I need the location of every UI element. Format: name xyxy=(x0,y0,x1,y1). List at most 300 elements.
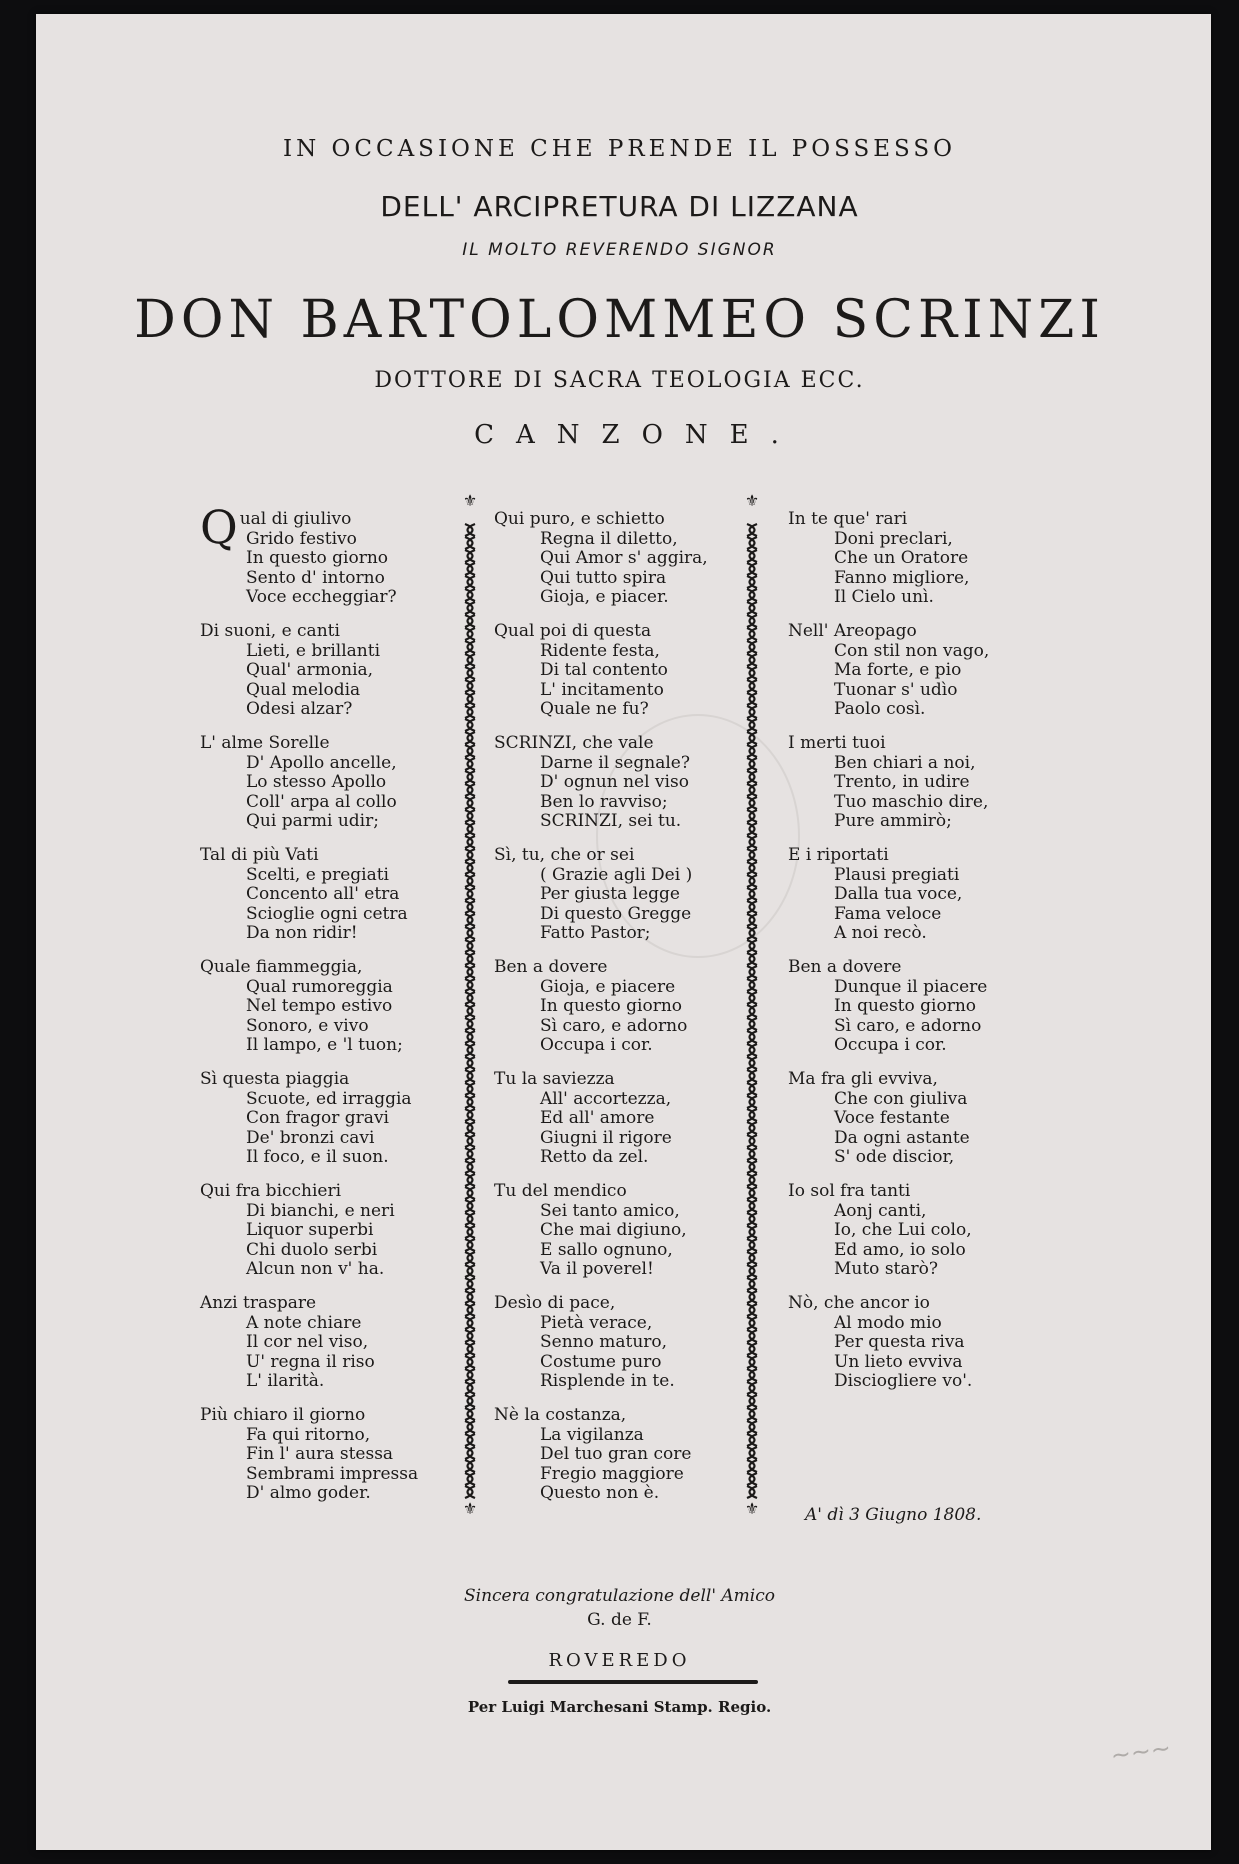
vine-link xyxy=(465,1031,475,1043)
verse-line: Qui parmi udir; xyxy=(246,811,379,831)
verse-line: D' ognun nel viso xyxy=(540,772,689,792)
vine-link xyxy=(747,693,757,705)
stanza xyxy=(788,734,1038,846)
printer-line: Per Luigi Marchesani Stamp. Regio. xyxy=(467,1698,772,1716)
verse-line: Pietà verace, xyxy=(540,1312,653,1333)
stanza xyxy=(200,500,450,622)
verse-line: Sì, tu, che or sei xyxy=(494,845,635,865)
vine-link xyxy=(465,1447,475,1459)
vine-link xyxy=(747,1447,757,1459)
vine-link xyxy=(465,953,475,965)
vine-link xyxy=(465,641,475,653)
vine-link xyxy=(465,1330,475,1342)
vine-ornament-left xyxy=(459,490,481,1520)
vine-link xyxy=(747,823,757,835)
stanza xyxy=(494,958,744,1070)
vine-link xyxy=(747,1330,757,1342)
vine-link xyxy=(747,1304,757,1316)
stanza xyxy=(788,622,1038,734)
verse-line: In questo giorno xyxy=(540,996,683,1016)
fleuron-icon: ⚜ xyxy=(744,1499,760,1518)
heading-archpriesthood: DELL' ARCIPRETURA DI LIZZANA xyxy=(380,190,859,223)
stanza xyxy=(788,1294,1038,1406)
verse-line: Fregio maggiore xyxy=(540,1463,684,1484)
verse-line: In te que' rari xyxy=(788,509,908,529)
vine-link xyxy=(747,706,757,718)
vine-link xyxy=(747,1148,757,1160)
verse-line: Con fragor gravi xyxy=(246,1108,389,1128)
stanza xyxy=(788,958,1038,1070)
vine-link xyxy=(465,1057,475,1069)
verse-line: Per giusta legge xyxy=(540,884,680,904)
verse-line: Di tal contento xyxy=(540,660,668,680)
vine-link xyxy=(747,771,757,783)
heading-occasion: IN OCCASIONE CHE PRENDE IL POSSESSO xyxy=(283,136,956,162)
vine-link xyxy=(747,550,757,562)
verse-line: Occupa i cor. xyxy=(540,1035,653,1055)
verse-line: Per questa riva xyxy=(834,1332,965,1352)
verse-line: Muto starò? xyxy=(834,1259,938,1279)
vine-link xyxy=(465,732,475,744)
stanza xyxy=(200,1070,450,1182)
vine-link xyxy=(747,1291,757,1303)
fleuron-icon: ⚜ xyxy=(744,491,760,510)
verse-line: Questo non è. xyxy=(540,1483,660,1503)
vine-link xyxy=(747,1174,757,1186)
vine-link xyxy=(465,1395,475,1407)
vine-link xyxy=(747,992,757,1004)
vine-link xyxy=(747,1226,757,1238)
vine-link xyxy=(747,1382,757,1394)
verse-line: Tu del mendico xyxy=(494,1181,627,1201)
vine-link xyxy=(747,1252,757,1264)
vine-link xyxy=(747,1200,757,1212)
stanza xyxy=(200,1294,450,1406)
verse-line: Che mai digiuno, xyxy=(540,1220,687,1240)
vine-link xyxy=(747,1005,757,1017)
vine-link xyxy=(465,836,475,848)
verse-line: Nel tempo estivo xyxy=(246,996,393,1016)
verse-line: Scuote, ed irraggia xyxy=(246,1088,412,1109)
verse-line: Liquor superbi xyxy=(246,1220,374,1240)
verse-line: Qui tutto spira xyxy=(540,567,667,588)
vine-link xyxy=(465,1161,475,1173)
vine-link xyxy=(747,979,757,991)
vine-link xyxy=(465,1486,475,1498)
verse-line: Dalla tua voce, xyxy=(834,884,963,904)
verse-line: In questo giorno xyxy=(834,996,977,1016)
verse-line: Tu la saviezza xyxy=(494,1069,615,1089)
verse-line: Nell' Areopago xyxy=(788,621,917,641)
vine-link xyxy=(747,1395,757,1407)
vine-ornament-right xyxy=(741,490,763,1520)
vine-link xyxy=(465,589,475,601)
vine-link xyxy=(465,1252,475,1264)
vine-link xyxy=(747,875,757,887)
verse-line: E sallo ognuno, xyxy=(540,1239,673,1260)
verse-line: In questo giorno xyxy=(246,548,389,568)
vine-link xyxy=(747,797,757,809)
vine-link xyxy=(465,1135,475,1147)
vine-link xyxy=(747,836,757,848)
vine-link xyxy=(465,979,475,991)
stanza xyxy=(200,846,450,958)
vine-link xyxy=(747,1187,757,1199)
verse-line: Occupa i cor. xyxy=(834,1035,947,1055)
verse-line: Trento, in udire xyxy=(834,772,970,792)
vine-link xyxy=(465,1421,475,1433)
verse-line: Nò, che ancor io xyxy=(788,1293,930,1313)
verse-line: Tal di più Vati xyxy=(200,845,319,865)
verse-line: La vigilanza xyxy=(540,1424,644,1445)
vine-link xyxy=(465,1369,475,1381)
vine-link xyxy=(465,1044,475,1056)
verse-line: Fatto Pastor; xyxy=(540,923,651,943)
vine-link xyxy=(465,524,475,536)
vine-link xyxy=(465,797,475,809)
stanza xyxy=(494,510,744,622)
stanza xyxy=(494,1182,744,1294)
vine-link xyxy=(747,849,757,861)
vine-link xyxy=(747,966,757,978)
verse-line: D' almo goder. xyxy=(246,1483,371,1503)
vine-link xyxy=(465,628,475,640)
verse-line: Grido festivo xyxy=(246,528,357,549)
vine-link xyxy=(747,641,757,653)
verse-line: Quale ne fu? xyxy=(540,699,649,719)
fleuron-icon: ⚜ xyxy=(462,1499,478,1518)
vine-link xyxy=(747,1057,757,1069)
vine-link xyxy=(747,1018,757,1030)
vine-link xyxy=(465,1343,475,1355)
stanza xyxy=(494,846,744,958)
vine-link xyxy=(747,1031,757,1043)
vine-link xyxy=(465,1122,475,1134)
verse-line: Con stil non vago, xyxy=(834,640,990,661)
verse-line: Quale fiammeggia, xyxy=(200,957,363,977)
vine-link xyxy=(747,1083,757,1095)
verse-line: Voce eccheggiar? xyxy=(246,587,397,607)
verse-line: Sento d' intorno xyxy=(246,567,385,588)
verse-line: Ed amo, io solo xyxy=(834,1239,966,1260)
vine-link xyxy=(465,537,475,549)
verse-line: Retto da zel. xyxy=(540,1147,649,1167)
verse-line: A noi recò. xyxy=(834,923,927,943)
verse-line: Anzi traspare xyxy=(200,1293,317,1313)
verse-line: Sì questa piaggia xyxy=(200,1069,350,1089)
verse-line: A note chiare xyxy=(246,1312,362,1333)
vine-link xyxy=(465,1213,475,1225)
verse-line: Scioglie ogni cetra xyxy=(246,903,408,924)
vine-link xyxy=(465,849,475,861)
verse-line: Più chiaro il giorno xyxy=(200,1405,366,1425)
verse-line: Sì caro, e adorno xyxy=(540,1015,688,1036)
vine-link xyxy=(465,693,475,705)
verse-line: Gioja, e piacer. xyxy=(540,587,669,607)
verse-line: ( Grazie agli Dei ) xyxy=(540,864,693,885)
verse-line: Concento all' etra xyxy=(246,884,400,904)
verse-line: L' incitamento xyxy=(540,679,664,700)
vine-link xyxy=(465,1187,475,1199)
verse-line: Qual melodia xyxy=(246,679,361,700)
vine-link xyxy=(747,1044,757,1056)
vine-link xyxy=(747,745,757,757)
verse-line: Ma forte, e pio xyxy=(834,660,962,680)
verse-line: Darne il segnale? xyxy=(540,752,690,773)
verse-line: Di suoni, e canti xyxy=(200,621,340,641)
date-line: A' dì 3 Giugno 1808. xyxy=(805,1505,982,1525)
vine-link xyxy=(747,1278,757,1290)
vine-link xyxy=(747,784,757,796)
vine-link xyxy=(465,563,475,575)
vine-link xyxy=(465,654,475,666)
vine-link xyxy=(747,927,757,939)
vine-link xyxy=(465,602,475,614)
vine-link xyxy=(465,1278,475,1290)
vine-link xyxy=(747,940,757,952)
vine-link xyxy=(747,563,757,575)
author-initials: G. de F. xyxy=(587,1610,652,1630)
heading-reverend: IL MOLTO REVERENDO SIGNOR xyxy=(462,240,777,260)
vine-link xyxy=(747,758,757,770)
vine-link xyxy=(747,589,757,601)
verse-line: Tuo maschio dire, xyxy=(834,791,989,812)
vine-link xyxy=(747,914,757,926)
verse-line: Va il poverel! xyxy=(540,1259,654,1279)
verse-line: Aonj canti, xyxy=(834,1200,927,1221)
vine-link xyxy=(465,1096,475,1108)
verse-line: All' accortezza, xyxy=(540,1088,672,1109)
verse-line: Ma fra gli evviva, xyxy=(788,1069,938,1089)
divider-rule xyxy=(508,1680,758,1684)
stanza xyxy=(200,958,450,1070)
vine-link xyxy=(465,888,475,900)
vine-link xyxy=(465,550,475,562)
stanza xyxy=(494,1070,744,1182)
vine-link xyxy=(747,680,757,692)
vine-link xyxy=(465,1005,475,1017)
vine-link xyxy=(465,940,475,952)
verse-line-rest: ual di giulivo xyxy=(239,509,352,529)
vine-link xyxy=(747,1109,757,1121)
vine-link xyxy=(747,1343,757,1355)
vine-link xyxy=(747,524,757,536)
vine-link xyxy=(747,1317,757,1329)
vine-link xyxy=(747,576,757,588)
heading-title: DOTTORE DI SACRA TEOLOGIA ECC. xyxy=(374,368,865,393)
vine-link xyxy=(465,1291,475,1303)
verse-line: Sonoro, e vivo xyxy=(246,1015,369,1036)
vine-link xyxy=(747,901,757,913)
place-name: ROVEREDO xyxy=(548,1650,691,1671)
verse-line: I merti tuoi xyxy=(788,733,886,753)
stanza xyxy=(788,846,1038,958)
vine-link xyxy=(465,1265,475,1277)
verse-line: Coll' arpa al collo xyxy=(246,791,397,812)
poem-column-1 xyxy=(200,500,450,1518)
vine-link xyxy=(747,1356,757,1368)
verse-line: Un lieto evviva xyxy=(834,1351,963,1372)
verse-line: Ben lo ravviso; xyxy=(540,791,668,812)
vine-link xyxy=(747,1122,757,1134)
vine-link xyxy=(465,706,475,718)
vine-link xyxy=(747,1460,757,1472)
vine-link xyxy=(747,953,757,965)
vine-link xyxy=(465,810,475,822)
vine-link xyxy=(465,784,475,796)
verse-line: Qui Amor s' aggira, xyxy=(540,548,708,568)
vine-link xyxy=(747,628,757,640)
verse-line: Lo stesso Apollo xyxy=(246,772,387,792)
poem-column-2 xyxy=(494,510,744,1518)
verse-line: Scelti, e pregiati xyxy=(246,864,389,885)
verse-line: Di bianchi, e neri xyxy=(246,1200,395,1221)
stanza xyxy=(788,1070,1038,1182)
vine-link xyxy=(747,1434,757,1446)
vine-link xyxy=(747,1369,757,1381)
verse-line: Gioja, e piacere xyxy=(540,976,676,997)
verse-line: Lieti, e brillanti xyxy=(246,640,380,661)
verse-line: Il cor nel viso, xyxy=(246,1332,369,1352)
verse-line: D' Apollo ancelle, xyxy=(246,752,397,773)
verse-line: Ben a dovere xyxy=(788,957,902,977)
verse-line: Il Cielo unì. xyxy=(834,587,934,607)
vine-link xyxy=(465,719,475,731)
vine-link xyxy=(465,966,475,978)
verse-line: Io sol fra tanti xyxy=(788,1181,911,1201)
verse-line: Ben chiari a noi, xyxy=(834,752,976,773)
vine-link xyxy=(747,667,757,679)
vine-link xyxy=(465,875,475,887)
stanza xyxy=(494,622,744,734)
vine-link xyxy=(465,1226,475,1238)
verse-line: Ed all' amore xyxy=(540,1108,655,1128)
vine-link xyxy=(465,862,475,874)
verse-line: Fanno migliore, xyxy=(834,567,970,588)
vine-link xyxy=(747,1421,757,1433)
vine-link xyxy=(465,1083,475,1095)
vine-link xyxy=(747,1070,757,1082)
stanza xyxy=(788,1182,1038,1294)
verse-line: Fama veloce xyxy=(834,903,942,924)
vine-link xyxy=(465,901,475,913)
verse-line: Qui puro, e schietto xyxy=(494,509,665,529)
verse-line: Qui fra bicchieri xyxy=(200,1181,342,1201)
pencil-mark: ~~~ xyxy=(1108,1733,1173,1770)
vine-link xyxy=(465,823,475,835)
vine-link xyxy=(465,1408,475,1420)
verse-line: Costume puro xyxy=(540,1351,662,1372)
verse-line: Ben a dovere xyxy=(494,957,608,977)
verse-line: Io, che Lui colo, xyxy=(834,1220,972,1240)
verse-line: Voce festante xyxy=(834,1108,950,1128)
vine-link xyxy=(465,1148,475,1160)
vine-link xyxy=(465,1473,475,1485)
stanza xyxy=(494,1294,744,1406)
vine-link xyxy=(747,1408,757,1420)
verse-line: Il lampo, e 'l tuon; xyxy=(246,1035,403,1055)
verse-line: Da ogni astante xyxy=(834,1127,970,1148)
verse-line: Doni preclari, xyxy=(834,528,953,549)
vine-link xyxy=(465,1018,475,1030)
vine-link xyxy=(465,1382,475,1394)
vine-link xyxy=(747,1096,757,1108)
verse-line: Del tuo gran core xyxy=(540,1444,692,1464)
stanza xyxy=(494,734,744,846)
verse-line: SCRINZI, sei tu. xyxy=(540,811,682,831)
drop-cap: Q xyxy=(200,500,238,554)
vine-link xyxy=(747,862,757,874)
verse-line: Plausi pregiati xyxy=(834,864,960,885)
stanza xyxy=(200,734,450,846)
verse-line: Qual' armonia, xyxy=(246,660,374,680)
vine-link xyxy=(465,771,475,783)
verse-line: Di questo Gregge xyxy=(540,903,692,924)
vine-link xyxy=(747,719,757,731)
heading-name: DON BARTOLOMMEO SCRINZI xyxy=(134,290,1105,350)
vine-link xyxy=(465,927,475,939)
vine-link xyxy=(747,1161,757,1173)
vine-link xyxy=(465,667,475,679)
stanza xyxy=(788,510,1038,622)
vine-link xyxy=(747,602,757,614)
verse-line: Al modo mio xyxy=(834,1312,942,1333)
verse-line: Sembrami impressa xyxy=(246,1463,419,1484)
verse-line: Qual rumoreggia xyxy=(246,976,393,997)
vine-link xyxy=(465,992,475,1004)
verse-line: Risplende in te. xyxy=(540,1371,675,1391)
vine-link xyxy=(747,654,757,666)
verse-line: Chi duolo serbi xyxy=(246,1239,378,1260)
verse-line: Paolo così. xyxy=(834,699,926,719)
vine-link xyxy=(465,1200,475,1212)
vine-link xyxy=(465,615,475,627)
vine-link xyxy=(747,732,757,744)
verse-line: Regna il diletto, xyxy=(540,528,678,549)
verse-line: Che un Oratore xyxy=(834,548,969,568)
dedication: Sincera congratulazione dell' Amico xyxy=(463,1586,775,1606)
verse-line: E i riportati xyxy=(788,845,889,865)
vine-link xyxy=(465,1239,475,1251)
verse-line: Da non ridir! xyxy=(246,923,358,943)
verse-line: Che con giuliva xyxy=(834,1088,968,1109)
verse-line: Disciogliere vo'. xyxy=(834,1371,973,1391)
verse-line: Giugni il rigore xyxy=(540,1127,672,1148)
vine-link xyxy=(465,745,475,757)
verse-line: U' regna il riso xyxy=(246,1351,375,1372)
vine-link xyxy=(465,1356,475,1368)
vine-link xyxy=(465,914,475,926)
vine-link xyxy=(747,615,757,627)
verse-line: Il foco, e il suon. xyxy=(246,1147,389,1167)
stanza xyxy=(200,1406,450,1518)
stanza xyxy=(494,1406,744,1518)
verse-line: Fa qui ritorno, xyxy=(246,1424,371,1445)
verse-line: Desìo di pace, xyxy=(494,1293,616,1313)
verse-line: De' bronzi cavi xyxy=(246,1127,375,1148)
vine-link xyxy=(747,810,757,822)
vine-link xyxy=(747,1239,757,1251)
verse-line: Tuonar s' udìo xyxy=(834,679,958,700)
fleuron-icon: ⚜ xyxy=(462,491,478,510)
stanza xyxy=(200,622,450,734)
vine-link xyxy=(465,680,475,692)
vine-link xyxy=(465,1070,475,1082)
vine-link xyxy=(465,1460,475,1472)
vine-link xyxy=(465,1434,475,1446)
poem-column-3 xyxy=(788,510,1038,1406)
vine-link xyxy=(747,1265,757,1277)
